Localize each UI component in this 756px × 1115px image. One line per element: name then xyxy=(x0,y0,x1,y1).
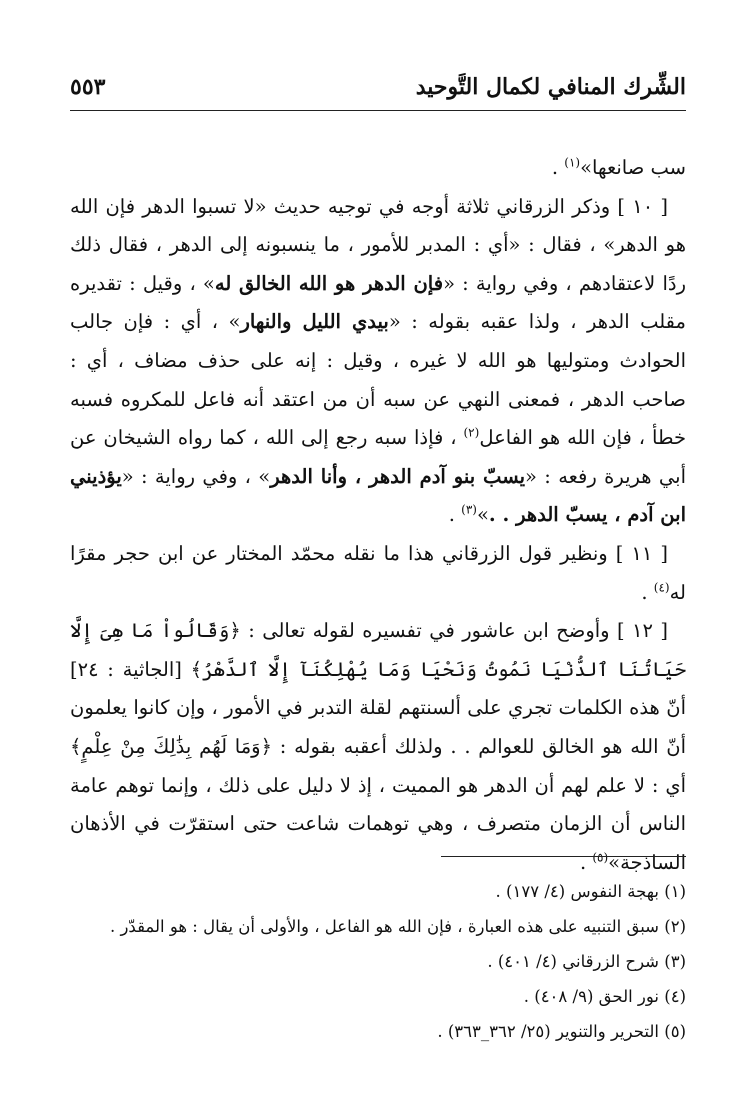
paragraph-text: ، فإذا سبه رجع إلى الله ، كما رواه الشيخان عن أبي هريرة رفعه : « xyxy=(70,426,686,488)
footnote-5: (٥) التحرير والتنوير (٢٥/ ٣٦٢_٣٦٣) . xyxy=(437,1022,686,1041)
bold-quote: يؤذيني ابن آدم ، يسبّ الدهر . . xyxy=(70,464,686,527)
footnote-ref: (٥) xyxy=(592,850,609,865)
paragraph-continuation xyxy=(70,149,686,188)
footnote-ref: (٤) xyxy=(653,580,670,595)
page-number: ٥٥٣ xyxy=(70,74,106,100)
page-header xyxy=(70,68,686,111)
bold-quote: فإن الدهر هو الله الخالق له xyxy=(214,271,444,295)
footnote-1: (١) بهجة النفوس (٤/ ١٧٧) . xyxy=(495,882,686,901)
bold-quote: بيدي الليل والنهار xyxy=(240,310,389,334)
paragraph-tail: . xyxy=(579,850,593,874)
footnote-ref: (٢) xyxy=(463,425,480,440)
paragraph-text: » xyxy=(476,503,489,527)
paragraph-tail: . xyxy=(641,580,654,604)
paragraph-text: [ ١٢ ] وأوضح ابن عاشور في تفسيره لقوله تعالى : xyxy=(240,619,668,643)
paragraph-text: [ ١٠ ] وذكر الزرقاني ثلاثة أوجه في توجيه حديث «لا تسبوا الدهر فإن الله هو الدهر» ، فقال : «أي : المدبر للأمور ، ما ينسبونه إلى الدهر ، فقال ذلك ردًا لاعتقادهم ، وفي رواية : « xyxy=(70,194,686,295)
paragraph-12 xyxy=(70,612,686,882)
footnotes xyxy=(70,874,686,1049)
paragraph-tail: . xyxy=(448,503,462,527)
paragraph-text: [ ١١ ] ونظير قول الزرقاني هذا ما نقله محمّد المختار عن ابن حجر مقرًا له xyxy=(70,541,686,604)
quran-verse: ﴿وَمَا لَهُم بِذَٰلِكَ مِنْ عِلْمٍ﴾ xyxy=(70,734,272,758)
quran-verse: ﴿وَقَالُواْ مَا هِىَ إِلَّا حَيَاتُنَا ٱلدُّنْيَا نَمُوتُ وَنَحْيَا وَمَا يُهْلِكُنَآ إِلَّا ٱلدَّهْرُ﴾ xyxy=(70,619,686,681)
running-title: الشِّرك المنافي لكمال التَّوحيد xyxy=(415,74,686,100)
paragraph-11 xyxy=(70,535,686,612)
paragraph-text: [الجاثية : ٢٤] أنّ هذه الكلمات تجري على ألسنتهم لقلة التدبر في الأمور ، وإن كانوا يعلمون أنّ الله هو الخالق للعوالم . . ولذلك أعقبه بقوله : xyxy=(70,657,686,758)
bold-quote: يسبّ بنو آدم الدهر ، وأنا الدهر xyxy=(270,464,526,488)
paragraph-text: » ، وفي رواية : « xyxy=(121,464,271,488)
book-page xyxy=(70,68,686,1068)
paragraph-text: أي : لا علم لهم أن الدهر هو المميت ، إذ لا دليل على ذلك ، وإنما توهم عامة الناس أن الزمان متصرف ، وهي توهمات شاعت حتى استقرّت في الأذهان الساذجة» xyxy=(70,773,686,874)
footnote-2: (٢) سبق التنبيه على هذه العبارة ، فإن الله هو الفاعل ، والأولى أن يقال : هو المقدّر . xyxy=(109,917,686,936)
footnote-3: (٣) شرح الزرقاني (٤/ ٤٠١) . xyxy=(487,952,686,971)
paragraph-text: » ، وقيل : تقديره مقلب الدهر ، ولذا عقبه بقوله : « xyxy=(70,271,686,334)
footnote-4: (٤) نور الحق (٩/ ٤٠٨) . xyxy=(523,987,686,1006)
footnote-separator xyxy=(441,856,686,857)
footnote-ref: (٣) xyxy=(461,502,477,517)
paragraph-10 xyxy=(70,188,686,535)
paragraph-text: سب صانعها» xyxy=(580,156,686,179)
main-text xyxy=(70,149,686,882)
footnote-ref: (١) xyxy=(564,155,581,170)
paragraph-text: » ، أي : فإن جالب الحوادث ومتوليها هو الله لا غيره ، وقيل : إنه على حذف مضاف ، أي : صاحب الدهر ، فمعنى النهي عن سبه أن من اعتقد أنه فاعل للمكروه فسبه خطأ ، فإن الله هو الفاعل xyxy=(70,310,687,450)
paragraph-tail: . xyxy=(551,156,565,179)
